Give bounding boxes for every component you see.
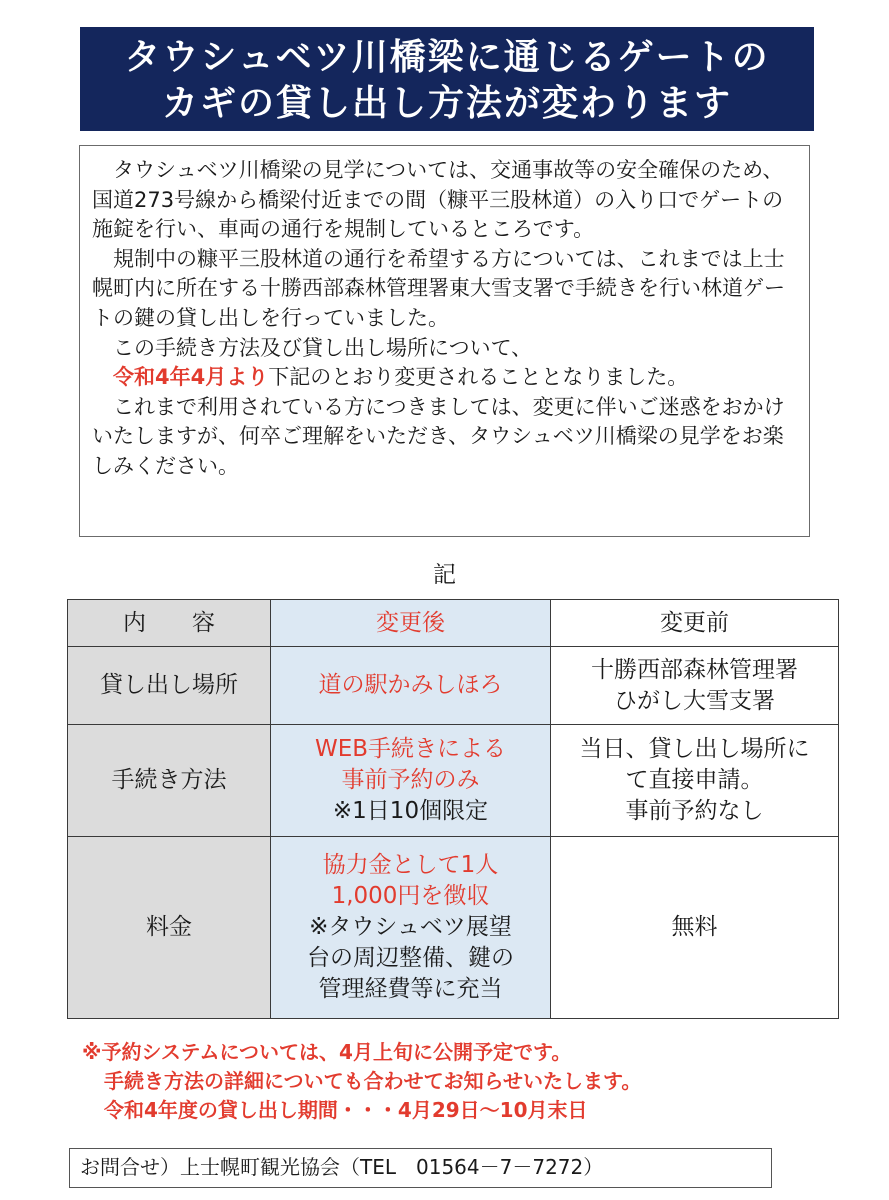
title-banner xyxy=(80,27,814,131)
after-note-line: ※1日10個限定 xyxy=(332,798,489,824)
before-line: 無料 xyxy=(671,914,718,940)
title-line-2: カギの貸し出し方法が変わります xyxy=(161,83,732,124)
table-header-row xyxy=(68,600,839,647)
contact-box: お問合せ）上士幌町観光協会（TEL 01564－7－7272） xyxy=(69,1148,772,1188)
after-line: WEB手続きによる xyxy=(314,736,507,762)
title-line-1: タウシュベツ川橋梁に通じるゲートの xyxy=(124,37,770,78)
row-label: 手続き方法 xyxy=(68,725,271,837)
row-before xyxy=(551,837,839,1019)
change-table xyxy=(67,599,839,1019)
after-line: 事前予約のみ xyxy=(341,767,480,793)
row-label: 料金 xyxy=(68,837,271,1019)
intro-paragraph-3: この手続き方法及び貸し出し場所について、 xyxy=(113,335,533,360)
before-line: て直接申請。 xyxy=(625,767,764,793)
table-row xyxy=(68,725,839,837)
note-line: 手続き方法の詳細についても合わせてお知らせいたします。 xyxy=(104,1069,642,1093)
intro-paragraph-1: タウシュベツ川橋梁の見学については、交通事故等の安全確保のため、国道273号線から橋梁付近までの間（糠平三股林道）の入り口でゲートの施錠を行い、車両の通行を規制しているところです。 xyxy=(92,158,784,242)
after-line: 協力金として1人 xyxy=(322,852,499,878)
after-note-line: ※タウシュベツ展望 xyxy=(309,914,512,940)
table-row xyxy=(68,647,839,725)
change-date-highlight: 令和4年4月より xyxy=(113,365,269,390)
row-before xyxy=(551,647,839,725)
intro-paragraph-4-rest: 下記のとおり変更されることとなりました。 xyxy=(268,365,689,390)
note-line: 令和4年度の貸し出し期間・・・4月29日～10月末日 xyxy=(104,1098,588,1122)
intro-paragraph-2: 規制中の糠平三股林道の通行を希望する方については、これまでは上士幌町内に所在する十勝西部森林管理署東大雪支署で手続きを行い林道ゲートの鍵の貸し出しを行っていました。 xyxy=(92,246,785,330)
after-note-line: 台の周辺整備、鍵の xyxy=(307,945,514,971)
before-line: 当日、貸し出し場所に xyxy=(579,736,810,762)
intro-paragraph-5: これまで利用されている方につきましては、変更に伴いご迷惑をおかけいたしますが、何卒ご理解をいただき、タウシュベツ川橋梁の見学をお楽しみください。 xyxy=(92,394,785,478)
after-line: 1,000円を徴収 xyxy=(331,883,490,909)
intro-box xyxy=(79,145,810,537)
before-line: 事前予約なし xyxy=(625,798,764,824)
after-note-line: 管理経費等に充当 xyxy=(318,976,503,1002)
intro-paragraph-4 xyxy=(92,363,799,393)
header-after: 変更後 xyxy=(271,600,551,647)
header-before: 変更前 xyxy=(551,600,839,647)
row-after xyxy=(271,647,551,725)
ki-heading: 記 xyxy=(433,562,456,588)
row-after xyxy=(271,725,551,837)
table-row xyxy=(68,837,839,1019)
row-before xyxy=(551,725,839,837)
after-line: 道の駅かみしほろ xyxy=(318,672,503,698)
header-label: 内 容 xyxy=(68,600,271,647)
before-line: ひがし大雪支署 xyxy=(614,687,775,714)
row-label: 貸し出し場所 xyxy=(68,647,271,725)
notes xyxy=(82,1038,641,1125)
note-line: ※予約システムについては、4月上旬に公開予定です。 xyxy=(82,1040,572,1064)
before-line: 十勝西部森林管理署 xyxy=(591,656,798,683)
row-after xyxy=(271,837,551,1019)
